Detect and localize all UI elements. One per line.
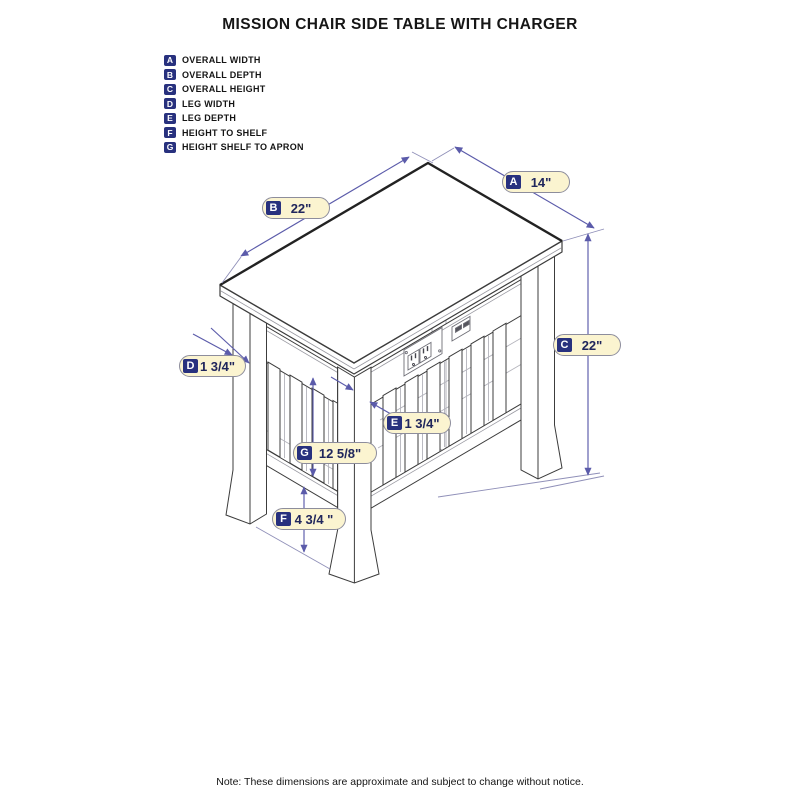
dim-key-badge: E (387, 416, 402, 430)
dim-value: 14" (530, 174, 552, 190)
legend-label: HEIGHT TO SHELF (182, 127, 268, 138)
dim-value: 12 5/8" (318, 445, 362, 461)
dim-key-badge: F (276, 512, 291, 526)
dim-key-badge: G (297, 446, 312, 460)
dim-label-b (262, 197, 330, 219)
legend-label: LEG DEPTH (182, 113, 237, 124)
dim-label-e (383, 412, 451, 434)
legend-key-badge: E (164, 113, 176, 124)
disclaimer-note: Note: These dimensions are approximate and subject to change without notice. (216, 776, 584, 788)
legend-key-badge: G (164, 142, 176, 153)
dim-value: 22" (581, 337, 603, 353)
dim-key-badge: D (183, 359, 198, 373)
legend-label: OVERALL WIDTH (182, 55, 261, 66)
legend-key-badge: A (164, 55, 176, 66)
legend-label: LEG WIDTH (182, 98, 236, 109)
dim-label-a (502, 171, 570, 193)
dim-label-d (179, 355, 246, 377)
dim-value: 22" (290, 200, 312, 216)
dim-key-badge: A (506, 175, 521, 189)
legend-label: OVERALL DEPTH (182, 69, 262, 80)
legend-label: OVERALL HEIGHT (182, 84, 266, 95)
dim-value: 1 3/4" (199, 358, 236, 374)
dim-key-badge: C (557, 338, 572, 352)
dim-line-d (193, 334, 232, 355)
legend-key-badge: B (164, 69, 176, 80)
page-title: MISSION CHAIR SIDE TABLE WITH CHARGER (222, 16, 578, 33)
dim-label-g (293, 442, 377, 464)
dim-value: 4 3/4 " (294, 511, 334, 527)
legend-label: HEIGHT SHELF TO APRON (182, 142, 304, 153)
dim-label-f (272, 508, 346, 530)
dim-label-c (553, 334, 621, 356)
dim-value: 1 3/4" (404, 415, 440, 431)
legend-key-badge: C (164, 84, 176, 95)
dim-key-badge: B (266, 201, 281, 215)
legend-key-badge: F (164, 127, 176, 138)
legend-key-badge: D (164, 98, 176, 109)
